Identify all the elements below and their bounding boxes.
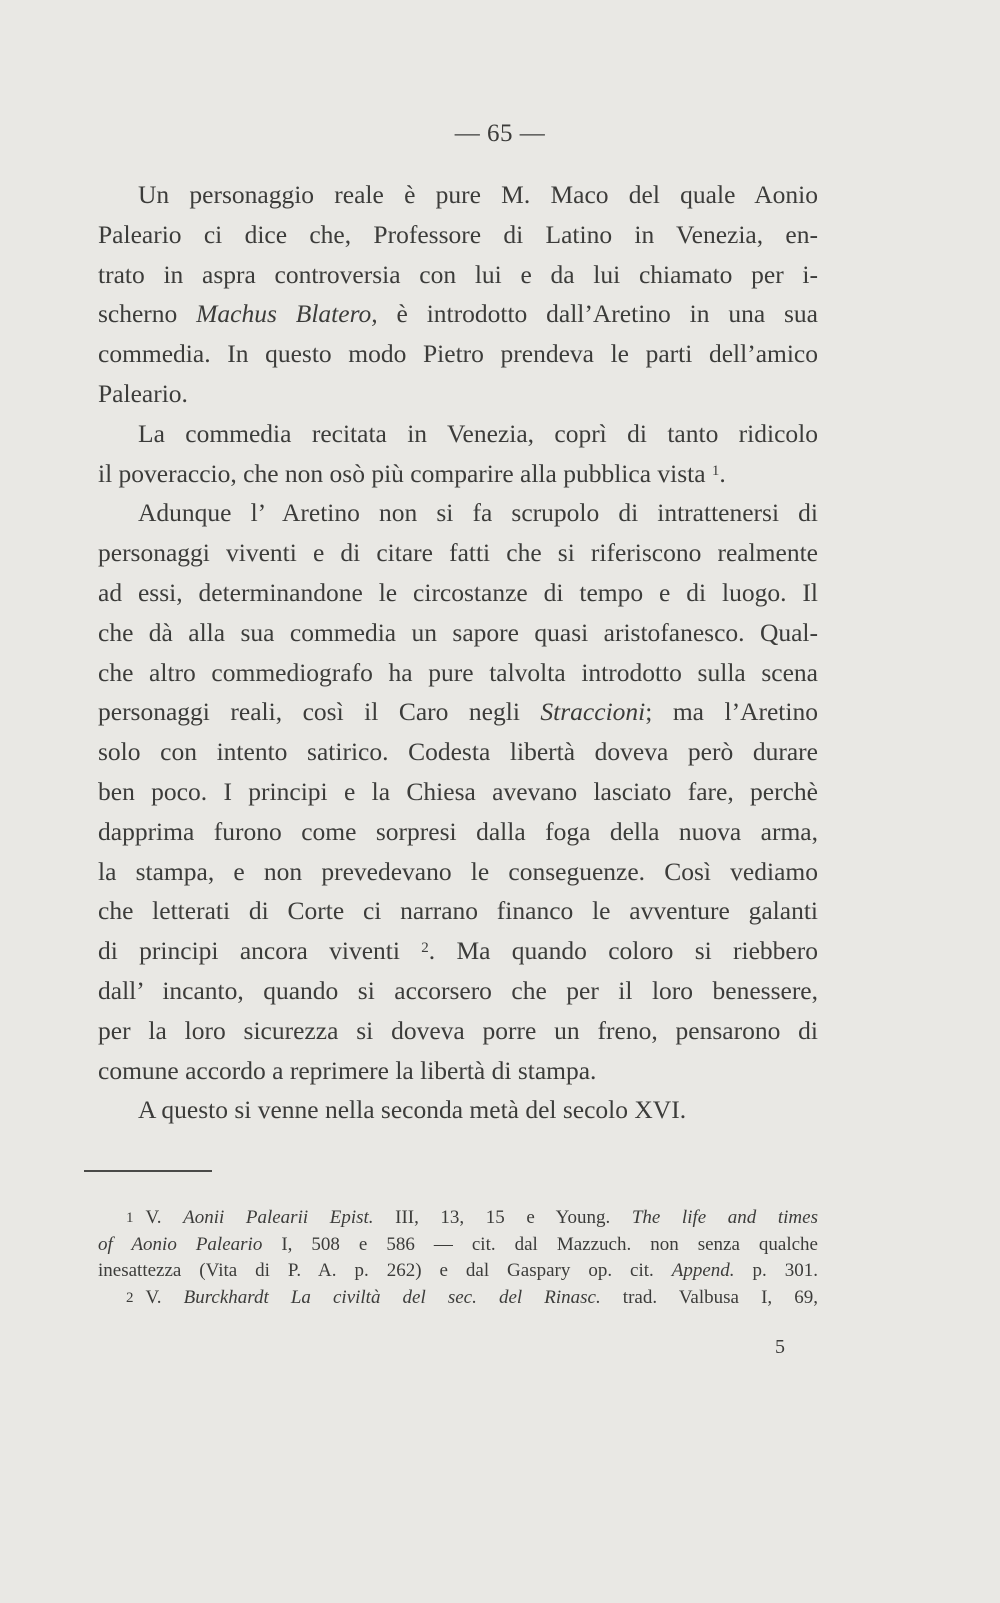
text-line: la stampa, e non prevedevano le conseguenze. Così vediamo xyxy=(98,856,818,886)
text-line: personaggi reali, così il Caro negli Straccioni; ma l’Aretino xyxy=(98,697,818,727)
text-line: Adunque l’ Aretino non si fa scrupolo di intrattenersi di xyxy=(138,498,818,528)
text-line: comune accordo a reprimere la libertà di stampa. xyxy=(98,1055,597,1085)
text-line: Paleario ci dice che, Professore di Latino in Venezia, en- xyxy=(98,219,818,249)
footnote-mark: 2 xyxy=(126,1289,134,1306)
italic-title: Straccioni xyxy=(540,697,646,727)
text-line: dall’ incanto, quando si accorsero che per il loro benessere, xyxy=(98,975,818,1005)
text-line: solo con intento satirico. Codesta libertà doveva però durare xyxy=(98,737,818,767)
footnote-1-line: inesattezza (Vita di P. A. p. 262) e dal Gaspary op. cit. Append. p. 301. xyxy=(98,1260,818,1281)
text-line: che letterati di Corte ci narrano financo le avventure galanti xyxy=(98,896,818,926)
main-text xyxy=(98,175,818,1130)
text-line: commedia. In questo modo Pietro prendeva le parti dell’amico xyxy=(98,339,818,369)
text-line: per la loro sicurezza si doveva porre un freno, pensarono di xyxy=(98,1015,818,1045)
text-line: Paleario. xyxy=(98,378,188,408)
text-line: il poveraccio, che non osò più comparire alla pubblica vista $^1$. xyxy=(98,458,726,488)
text-line: ad essi, determinandone le circostanze di tempo e di luogo. Il xyxy=(98,577,818,607)
footnote-1: $^1$ V. Aonii Palearii Epist. III, 13, 15 e Young. The life and times xyxy=(126,1207,818,1228)
text-line: dapprima furono come sorpresi dalla foga della nuova arma, xyxy=(98,816,818,846)
text-line: A questo si venne nella seconda metà del secolo XVI. xyxy=(138,1095,687,1125)
footnote-ref: 2 xyxy=(421,940,429,957)
italic-name: Machus Blatero, xyxy=(196,299,378,329)
signature-mark: 5 xyxy=(775,1336,785,1358)
text-line: ben poco. I principi e la Chiesa avevano lasciato fare, perchè xyxy=(98,776,818,806)
text-line: La commedia recitata in Venezia, coprì di tanto ridicolo xyxy=(138,418,818,448)
footnote-ref: 1 xyxy=(711,462,720,479)
footnote-divider xyxy=(84,1170,212,1172)
footnote-2: $^2$ V. Burckhardt La civiltà del sec. del Rinasc. trad. Valbusa I, 69, xyxy=(126,1286,818,1308)
text-line: di principi ancora viventi $^2$. Ma quando coloro si riebbero xyxy=(98,936,818,966)
text-line: trato in aspra controversia con lui e da lui chiamato per i- xyxy=(98,259,818,289)
text-line: che altro commediografo ha pure talvolta introdotto sulla scena xyxy=(98,657,818,687)
text-line: scherno Machus Blatero, è introdotto dall’Aretino in una sua xyxy=(98,299,818,329)
footnote-mark: 1 xyxy=(126,1210,134,1226)
text-line: Un personaggio reale è pure M. Maco del quale Aonio xyxy=(138,180,818,209)
footnotes xyxy=(98,1205,818,1311)
text-line: che dà alla sua commedia un sapore quasi aristofanesco. Qual- xyxy=(98,617,818,647)
page-number: — 65 — xyxy=(454,120,546,147)
footnote-1-line: of Aonio Paleario I, 508 e 586 — cit. dal Mazzuch. non senza qualche xyxy=(98,1233,818,1255)
text-line: personaggi viventi e di citare fatti che si riferiscono realmente xyxy=(98,538,818,568)
